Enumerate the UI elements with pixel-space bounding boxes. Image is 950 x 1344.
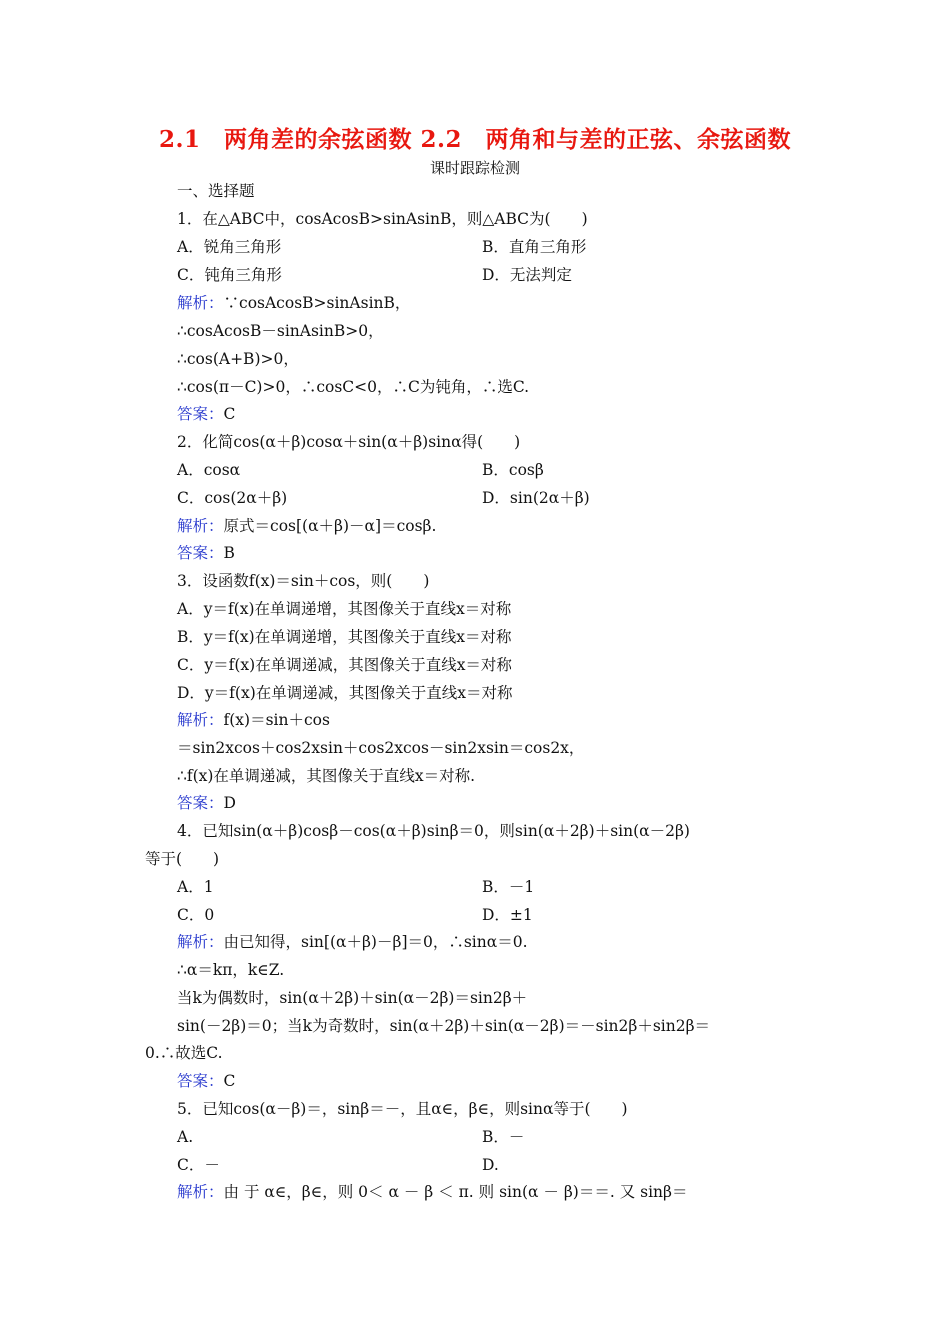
- q3-option-a: A．y＝f(x)在单调递增，其图像关于直线x＝对称: [177, 600, 512, 618]
- analysis-label: 解析：: [177, 517, 224, 535]
- page-subtitle: 课时跟踪检测: [429, 159, 520, 177]
- q4-solution-line: [177, 932, 528, 952]
- q1-answer: [177, 404, 235, 424]
- q4-sol-3: sin(－2β)＝0；当k为奇数时，sin(α＋2β)＋sin(α－2β)＝－sin2β＋sin2β＝: [177, 1017, 711, 1035]
- q4-option-c: C．0: [177, 906, 215, 924]
- question-3-stem: 3．设函数f(x)＝sin＋cos，则( ): [177, 572, 430, 590]
- q1-option-d: D．无法判定: [482, 266, 572, 284]
- q5-option-b: B．－: [482, 1128, 525, 1146]
- q4-answer: [177, 1071, 235, 1091]
- q3-option-d: D．y＝f(x)在单调递减，其图像关于直线x＝对称: [177, 684, 513, 702]
- q2-option-c: C．cos(2α＋β): [177, 489, 288, 507]
- q1-sol-2: ∴cos(A+B)>0，: [177, 350, 299, 368]
- q1-option-c: C．钝角三角形: [177, 266, 282, 284]
- q1-option-b: B．直角三角形: [482, 238, 587, 256]
- question-5-stem: 5．已知cos(α－β)＝，sinβ＝－，且α∈，β∈，则sinα等于( ): [177, 1100, 628, 1118]
- q2-sol-0: 原式＝cos[(α＋β)－α]＝cosβ.: [223, 517, 437, 535]
- q4-option-b: B．－1: [482, 878, 535, 896]
- q5-option-c: C．－: [177, 1156, 220, 1174]
- q3-option-b: B．y＝f(x)在单调递增，其图像关于直线x＝对称: [177, 628, 512, 646]
- q1-option-a: A．锐角三角形: [177, 238, 282, 256]
- analysis-label: 解析：: [177, 294, 224, 312]
- page-title: 2.1 两角差的余弦函数 2.2 两角和与差的正弦、余弦函数: [158, 126, 792, 153]
- q1-sol-3: ∴cos(π－C)>0，∴cosC<0，∴C为钝角，∴选C.: [177, 378, 530, 396]
- q5-option-d: D.: [482, 1156, 499, 1174]
- answer-label: 答案：: [177, 544, 224, 562]
- q3-answer-value: D: [223, 794, 236, 812]
- q3-option-c: C．y＝f(x)在单调递减，其图像关于直线x＝对称: [177, 656, 512, 674]
- question-4-stem: 4．已知sin(α＋β)cosβ－cos(α＋β)sinβ＝0，则sin(α＋2β)＋sin(α－2β): [177, 822, 690, 840]
- question-2-stem: 2．化简cos(α＋β)cosα＋sin(α＋β)sinα得( ): [177, 433, 521, 451]
- q2-solution-line: [177, 516, 436, 536]
- q3-solution-line: [177, 710, 330, 730]
- q2-option-b: B．cosβ: [482, 461, 544, 479]
- question-4-stem-cont: 等于( ): [145, 850, 220, 868]
- q3-sol-0: f(x)＝sin＋cos: [223, 711, 330, 729]
- question-1-stem: 1．在△ABC中，cosAcosB>sinAsinB，则△ABC为( ): [177, 210, 588, 228]
- q1-sol-1: ∴cosAcosB－sinAsinB>0，: [177, 322, 384, 340]
- section-heading: 一、选择题: [177, 182, 255, 200]
- q5-sol-0: 由 于 α∈，β∈，则 0＜ α － β ＜ π. 则 sin(α － β)＝＝. 又 sinβ＝: [223, 1183, 688, 1201]
- q4-option-a: A．1: [177, 878, 214, 896]
- q4-sol-1: ∴α＝kπ，k∈Z.: [177, 961, 285, 979]
- analysis-label: 解析：: [177, 933, 224, 951]
- q2-option-d: D．sin(2α＋β): [482, 489, 590, 507]
- answer-label: 答案：: [177, 1072, 224, 1090]
- analysis-label: 解析：: [177, 1183, 224, 1201]
- analysis-label: 解析：: [177, 711, 224, 729]
- q2-answer: [177, 543, 235, 563]
- q2-option-a: A．cosα: [177, 461, 241, 479]
- q3-sol-2: ∴f(x)在单调递减，其图像关于直线x＝对称.: [177, 767, 476, 785]
- answer-label: 答案：: [177, 405, 224, 423]
- q4-option-d: D．±1: [482, 906, 533, 924]
- q4-sol-4: 0.∴故选C.: [145, 1044, 223, 1062]
- q1-sol-0: ∵cosAcosB>sinAsinB，: [223, 294, 411, 312]
- q4-answer-value: C: [223, 1072, 236, 1090]
- q1-answer-value: C: [223, 405, 236, 423]
- q4-sol-2: 当k为偶数时，sin(α＋2β)＋sin(α－2β)＝sin2β＋: [177, 989, 528, 1007]
- q1-solution-line: [177, 293, 410, 313]
- answer-label: 答案：: [177, 794, 224, 812]
- q3-answer: [177, 793, 236, 813]
- q3-sol-1: ＝sin2xcos＋cos2xsin＋cos2xcos－sin2xsin＝cos2x，: [177, 739, 585, 757]
- q5-solution-line: [177, 1182, 687, 1202]
- q5-option-a: A.: [177, 1128, 194, 1146]
- q4-sol-0: 由已知得，sin[(α＋β)－β]＝0，∴sinα＝0.: [223, 933, 528, 951]
- q2-answer-value: B: [223, 544, 235, 562]
